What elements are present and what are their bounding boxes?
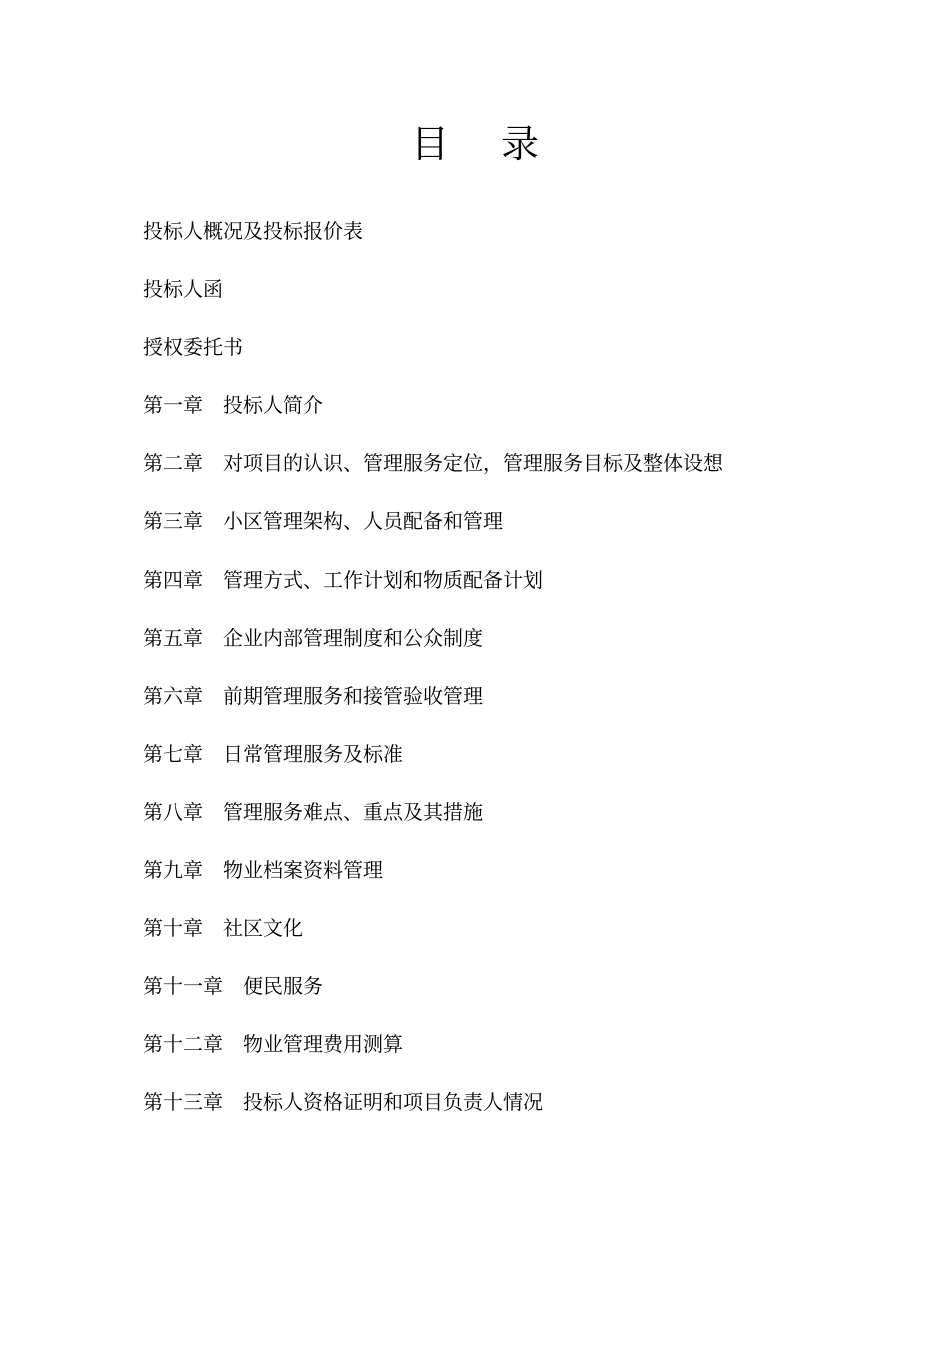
toc-entry <box>143 444 723 502</box>
toc-entry-text: 对项目的认识、管理服务定位，管理服务目标及整体设想 <box>223 451 723 476</box>
toc-entry <box>143 677 723 735</box>
page-title: 目 录 <box>410 122 560 166</box>
toc-entry <box>143 793 723 851</box>
toc-entry <box>143 851 723 909</box>
toc-chapter-number: 第四章 <box>143 567 203 592</box>
toc-entry-text: 投标人简介 <box>223 393 323 418</box>
toc-chapter-number: 第七章 <box>143 741 203 766</box>
toc-entry <box>143 561 723 619</box>
toc-entry <box>143 386 723 444</box>
toc-entry-text: 投标人概况及投标报价表 <box>143 219 363 243</box>
toc-entry-text: 投标人资格证明和项目负责人情况 <box>243 1090 543 1115</box>
toc-chapter-number: 第八章 <box>143 799 203 824</box>
toc-entry <box>143 967 723 1025</box>
toc-entry-text: 便民服务 <box>243 974 323 999</box>
toc-chapter-number: 第十一章 <box>143 974 223 999</box>
toc-entry-text: 管理方式、工作计划和物质配备计划 <box>223 567 543 592</box>
toc-chapter-number: 第十三章 <box>143 1090 223 1115</box>
toc-entry-text: 前期管理服务和接管验收管理 <box>223 683 483 708</box>
toc-chapter-number: 第三章 <box>143 509 203 534</box>
toc-chapter-number: 第十章 <box>143 916 203 941</box>
toc-entry-text: 物业档案资料管理 <box>223 858 383 883</box>
toc-entry-text: 管理服务难点、重点及其措施 <box>223 799 483 824</box>
toc-chapter-number: 第二章 <box>143 451 203 476</box>
toc-entry-text: 投标人函 <box>143 277 223 302</box>
toc-entry <box>143 909 723 967</box>
toc-entry <box>143 735 723 793</box>
toc-entry-text: 授权委托书 <box>143 335 243 360</box>
toc-entry <box>143 212 723 270</box>
toc-entry-text: 日常管理服务及标准 <box>223 741 403 766</box>
toc-chapter-number: 第一章 <box>143 393 203 418</box>
toc-entry <box>143 328 723 386</box>
toc-entry-text: 小区管理架构、人员配备和管理 <box>223 509 503 534</box>
toc-chapter-number: 第六章 <box>143 683 203 708</box>
toc-entry-text: 社区文化 <box>223 916 303 941</box>
toc-entry <box>143 270 723 328</box>
toc-entry-text: 物业管理费用测算 <box>243 1032 403 1057</box>
toc-entry <box>143 502 723 560</box>
toc-chapter-number: 第十二章 <box>143 1032 223 1057</box>
toc-entry-text: 企业内部管理制度和公众制度 <box>223 625 483 650</box>
toc-chapter-number: 第五章 <box>143 625 203 650</box>
toc-entry <box>143 1025 723 1083</box>
toc-entry <box>143 619 723 677</box>
toc-chapter-number: 第九章 <box>143 858 203 883</box>
toc-entry <box>143 1083 723 1141</box>
table-of-contents <box>143 212 723 1142</box>
